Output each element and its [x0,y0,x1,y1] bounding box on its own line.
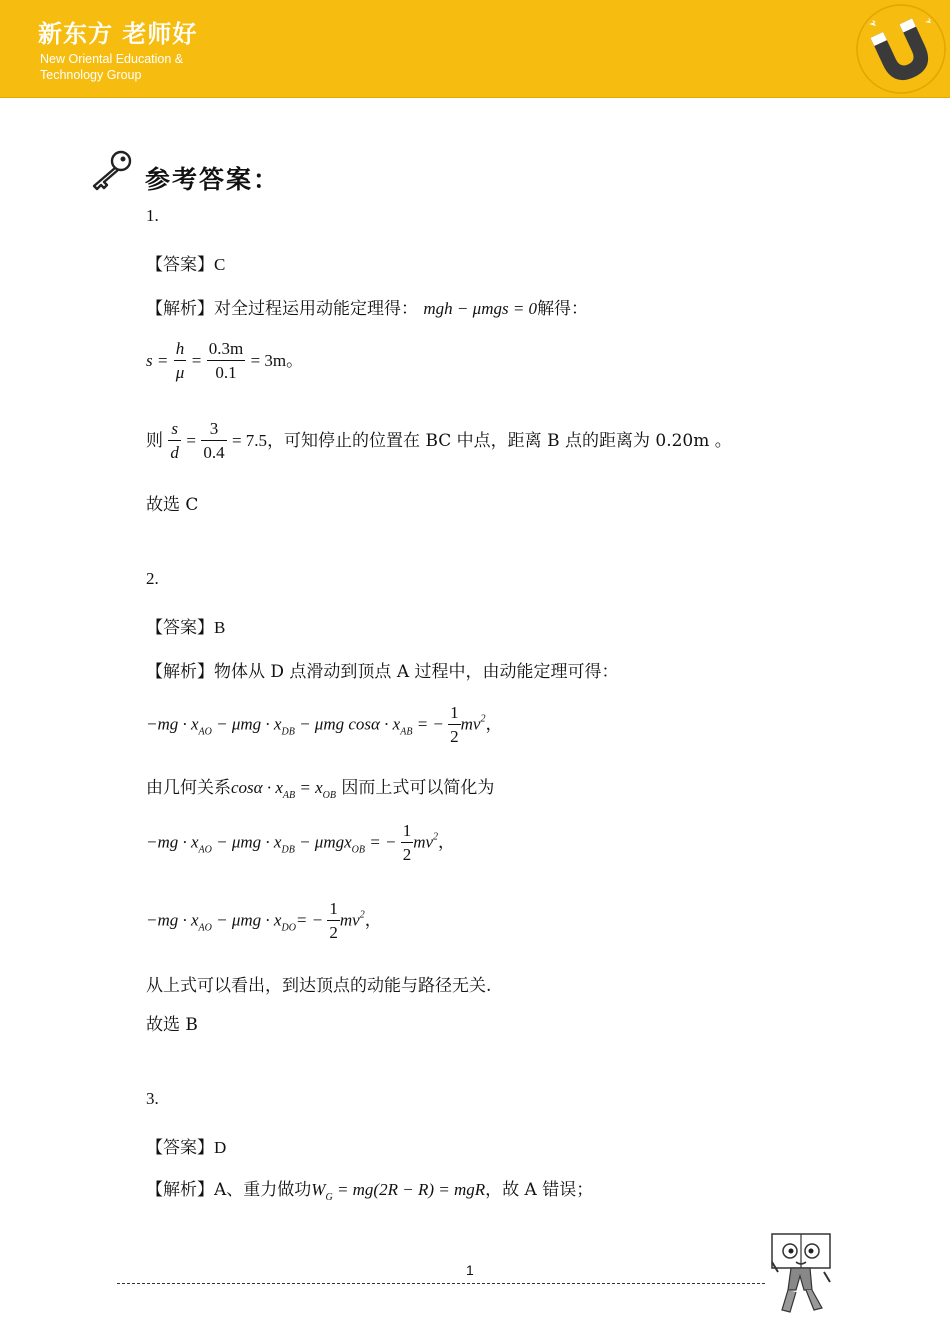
q2-number: 2. [146,569,159,588]
q2-analysis-line1 [146,657,619,682]
answer-label: 【答案】 [146,255,214,275]
analysis-text: A、重力做功 [214,1180,312,1200]
q1-formula-ratio: 则 $\frac{s}{d}$ = $\frac{3}{0.4}$ = 7.5，可知停止的位置在 BC 中点，距离 B 点的距离为 0.20m 。 [146,418,732,465]
section-title: 参考答案： [145,165,281,194]
analysis-label: 【解析】 [146,1180,214,1200]
formula: mgh − μmgs = 0 [423,299,538,318]
analysis-label: 【解析】 [146,662,214,682]
answer-label: 【答案】 [146,618,214,638]
q2-equation-3: $-mg \cdot x_{AO} - \mu mg \cdot x_{DO}=$ − $\frac{1}{2}$ $mv^2$， [146,898,382,945]
fraction: $\frac{1}{2}$ [402,821,412,864]
q1-answer [146,250,225,275]
fraction: $\frac{3}{0.4}$ [203,419,225,462]
analysis-text: 对全过程运用动能定理得： [214,299,418,319]
q2-equation-1: $-mg \cdot x_{AO} - \mu mg \cdot x_{DB} - \mu mg$ $\cos\alpha \cdot x_{AB}$ = − $\frac{1}{2}$ $mv^2$， [146,702,502,749]
book-mascot-icon [766,1232,836,1316]
q2-equation-2: $-mg \cdot x_{AO} - \mu mg \cdot x_{DB} - \mu mgx_{OB}$ = − $\frac{1}{2}$ $mv^2$， [146,820,455,867]
brand-name-cn: 新东方 老师好 [38,20,198,48]
q2-geometry-line: 由几何关系$\cos\alpha \cdot x_{AB} = x_{OB}$ 因而上式可以简化为 [146,778,495,801]
fraction: $\frac{s}{d}$ [170,419,179,462]
answer-value: C [214,255,226,274]
q1-conclusion: 故选 C [146,495,199,515]
formula: = 3m [250,351,287,370]
header-banner [0,0,950,98]
footer-divider [117,1283,765,1284]
q1-analysis-line1 [146,294,588,319]
fraction: $\frac{0.3m}{0.1}$ [208,339,244,382]
q2-conclusion-text: 从上式可以看出，到达顶点的动能与路径无关. [146,976,492,996]
analysis-text: 物体从 D 点滑动到顶点 A 过程中，由动能定理可得： [214,662,619,682]
formula: = mg(2R − R) = mgR [332,1180,486,1199]
brand-name-en: New Oriental Education & Technology Group [40,52,184,82]
answer-value: D [214,1138,227,1157]
q2-conclusion: 故选 B [146,1015,198,1035]
q1-formula-s: s = $\frac{h}{\mu}$ = $\frac{0.3m}{0.1}$ = 3m。 [146,338,303,385]
magnet-logo-icon [856,4,946,94]
q3-answer [146,1133,226,1158]
q2-answer [146,613,225,638]
q3-analysis-line1: 【解析】A、重力做功$W_G = mg(2R - R)$ = mgR，故 A 错误； [146,1180,594,1203]
analysis-label: 【解析】 [146,299,214,319]
answer-value: B [214,618,226,637]
q1-number: 1. [146,206,159,225]
analysis-text: ，可知停止的位置在 BC 中点，距离 B 点的距离为 0.20m 。 [267,431,732,451]
fraction: $\frac{1}{2}$ [450,703,459,746]
q3-number: 3. [146,1089,159,1108]
fraction: $\frac{h}{\mu}$ [175,339,185,382]
analysis-text: 解得： [537,299,589,319]
fraction: $\frac{1}{2}$ [329,899,338,942]
formula: s = [146,351,169,370]
answer-label: 【答案】 [146,1138,214,1158]
page-number: 1 [466,1262,474,1278]
key-icon [88,148,136,192]
